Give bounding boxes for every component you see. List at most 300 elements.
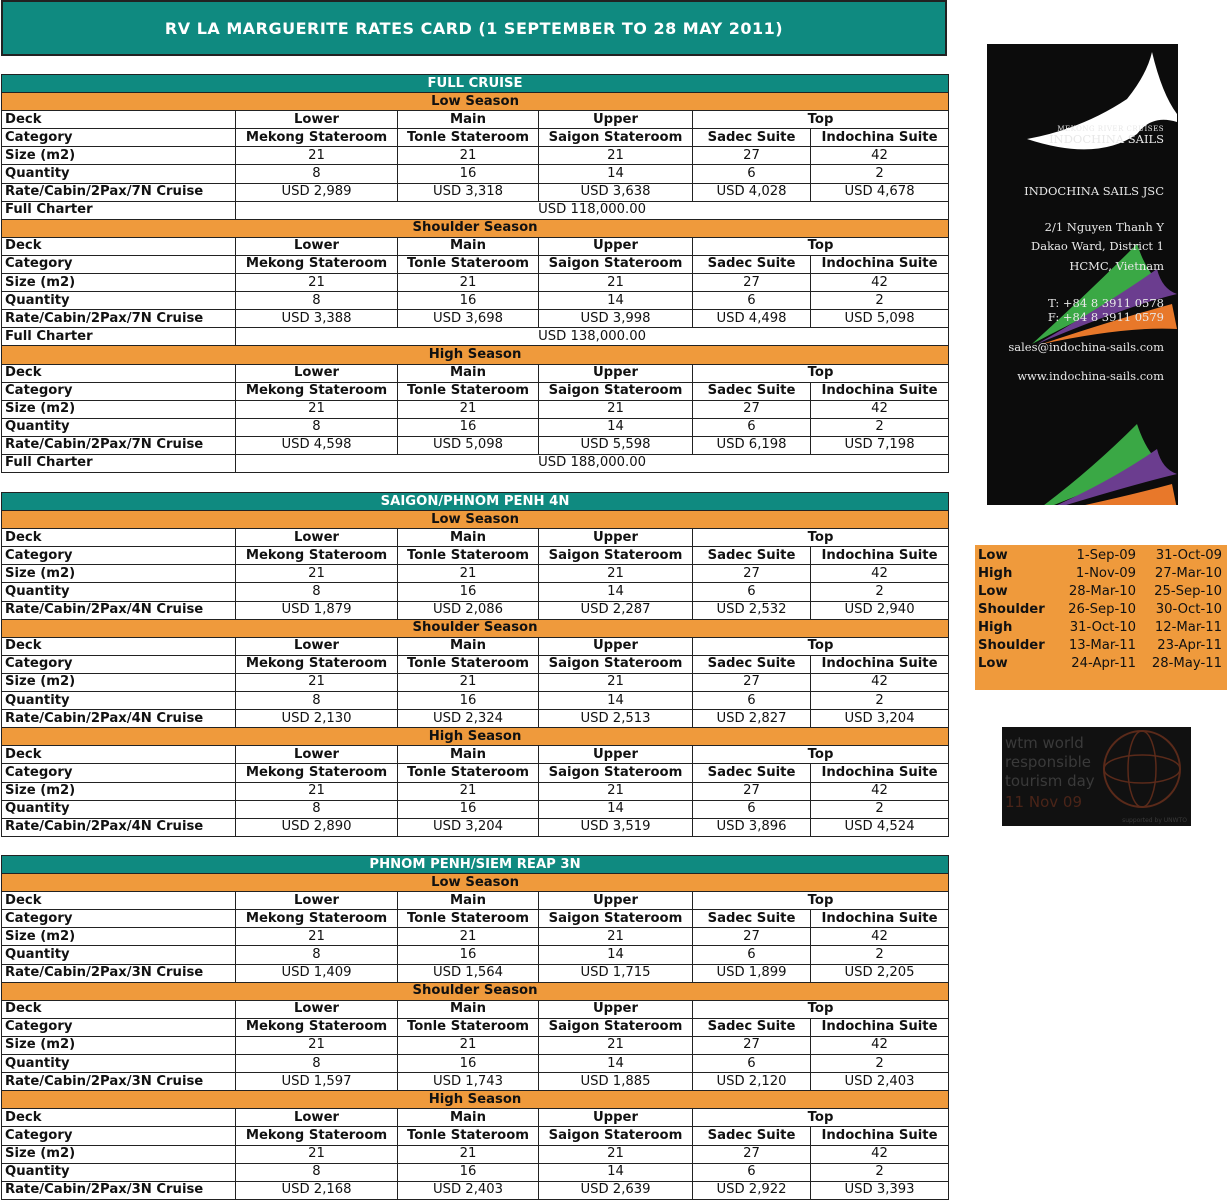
category-row (2, 382, 949, 400)
full-charter-value: USD 118,000.00 (236, 201, 949, 219)
category-cell: Sadec Suite (693, 1127, 811, 1145)
deck-main: Main (398, 892, 539, 910)
rate-cell: USD 3,638 (539, 183, 693, 201)
deck-upper: Upper (539, 529, 693, 547)
deck-lower: Lower (236, 111, 398, 129)
rate-row (2, 436, 949, 454)
rate-cell: USD 1,409 (236, 964, 398, 982)
category-cell: Indochina Suite (811, 1018, 949, 1036)
row-label-category: Category (2, 1018, 236, 1036)
wtm-responsible-tourism-badge (1002, 727, 1191, 826)
row-label-size: Size (m2) (2, 782, 236, 800)
quantity-cell: 14 (539, 1163, 693, 1181)
quantity-cell: 14 (539, 292, 693, 310)
category-row (2, 1018, 949, 1036)
size-row (2, 565, 949, 583)
deck-row (2, 637, 949, 655)
rate-cell: USD 2,940 (811, 601, 949, 619)
deck-top: Top (693, 637, 949, 655)
rate-section-table (1, 855, 949, 1200)
rate-cell: USD 4,498 (693, 310, 811, 328)
rate-row (2, 601, 949, 619)
row-label-category: Category (2, 547, 236, 565)
category-cell: Saigon Stateroom (539, 547, 693, 565)
season-date-from: 1-Sep-09 (1076, 548, 1136, 563)
row-label-size: Size (m2) (2, 1036, 236, 1054)
season-date-to: 28-May-11 (1151, 656, 1222, 671)
row-label-deck: Deck (2, 892, 236, 910)
season-header-row (2, 93, 949, 111)
quantity-row (2, 1055, 949, 1073)
size-row (2, 147, 949, 165)
size-cell: 21 (398, 274, 539, 292)
quantity-cell: 16 (398, 292, 539, 310)
size-row (2, 274, 949, 292)
category-cell: Sadec Suite (693, 382, 811, 400)
category-cell: Mekong Stateroom (236, 1127, 398, 1145)
season-name: Low Season (2, 93, 949, 111)
row-label-quantity: Quantity (2, 292, 236, 310)
quantity-cell: 6 (693, 418, 811, 436)
size-cell: 42 (811, 782, 949, 800)
quantity-cell: 2 (811, 946, 949, 964)
deck-row (2, 1000, 949, 1018)
rate-row (2, 310, 949, 328)
size-cell: 21 (236, 400, 398, 418)
season-header-row (2, 728, 949, 746)
size-cell: 27 (693, 782, 811, 800)
size-cell: 21 (236, 274, 398, 292)
section-title-row (2, 75, 949, 93)
category-cell: Tonle Stateroom (398, 1018, 539, 1036)
quantity-row (2, 165, 949, 183)
quantity-cell: 2 (811, 583, 949, 601)
row-label-quantity: Quantity (2, 946, 236, 964)
category-cell: Mekong Stateroom (236, 255, 398, 273)
quantity-cell: 8 (236, 292, 398, 310)
row-label-deck: Deck (2, 529, 236, 547)
quantity-cell: 6 (693, 692, 811, 710)
quantity-cell: 6 (693, 946, 811, 964)
deck-top: Top (693, 111, 949, 129)
season-date-from: 28-Mar-10 (1068, 584, 1136, 599)
season-name: High Season (2, 1091, 949, 1109)
size-row (2, 782, 949, 800)
category-row (2, 764, 949, 782)
badge-line-1: wtm world (1005, 734, 1084, 752)
row-label-deck: Deck (2, 746, 236, 764)
row-label-category: Category (2, 255, 236, 273)
season-date-to: 31-Oct-09 (1155, 548, 1222, 563)
row-label-size: Size (m2) (2, 147, 236, 165)
season-date-season: Low (978, 584, 1008, 599)
row-label-full-charter: Full Charter (2, 454, 236, 472)
category-cell: Sadec Suite (693, 129, 811, 147)
row-label-rate: Rate/Cabin/2Pax/4N Cruise (2, 601, 236, 619)
rate-cell: USD 3,998 (539, 310, 693, 328)
size-cell: 21 (398, 400, 539, 418)
rate-cell: USD 2,922 (693, 1181, 811, 1199)
quantity-cell: 6 (693, 800, 811, 818)
size-cell: 21 (398, 782, 539, 800)
size-cell: 42 (811, 147, 949, 165)
deck-main: Main (398, 637, 539, 655)
category-cell: Sadec Suite (693, 655, 811, 673)
row-label-deck: Deck (2, 1109, 236, 1127)
category-cell: Saigon Stateroom (539, 255, 693, 273)
deck-top: Top (693, 529, 949, 547)
category-cell: Indochina Suite (811, 910, 949, 928)
rate-cell: USD 7,198 (811, 436, 949, 454)
season-header-row (2, 1091, 949, 1109)
season-date-season: Shoulder (978, 638, 1045, 653)
size-row (2, 400, 949, 418)
category-cell: Indochina Suite (811, 129, 949, 147)
category-cell: Mekong Stateroom (236, 910, 398, 928)
rate-cell: USD 2,513 (539, 710, 693, 728)
deck-upper: Upper (539, 637, 693, 655)
deck-upper: Upper (539, 746, 693, 764)
season-date-from: 24-Apr-11 (1071, 656, 1136, 671)
row-label-quantity: Quantity (2, 800, 236, 818)
quantity-cell: 8 (236, 946, 398, 964)
size-cell: 42 (811, 400, 949, 418)
quantity-cell: 16 (398, 583, 539, 601)
quantity-row (2, 800, 949, 818)
row-label-quantity: Quantity (2, 692, 236, 710)
row-label-deck: Deck (2, 111, 236, 129)
quantity-cell: 2 (811, 692, 949, 710)
brochure-website: www.indochina-sails.com (1017, 369, 1164, 383)
quantity-cell: 2 (811, 165, 949, 183)
row-label-rate: Rate/Cabin/2Pax/7N Cruise (2, 436, 236, 454)
rate-cell: USD 3,519 (539, 818, 693, 836)
category-row (2, 255, 949, 273)
rate-cell: USD 2,403 (811, 1073, 949, 1091)
size-row (2, 1036, 949, 1054)
section-title: FULL CRUISE (2, 75, 949, 93)
season-header-row (2, 874, 949, 892)
season-name: Low Season (2, 511, 949, 529)
rate-cell: USD 1,743 (398, 1073, 539, 1091)
deck-main: Main (398, 364, 539, 382)
size-cell: 21 (539, 1145, 693, 1163)
category-cell: Saigon Stateroom (539, 1018, 693, 1036)
rate-cell: USD 3,896 (693, 818, 811, 836)
deck-lower: Lower (236, 364, 398, 382)
section-title: PHNOM PENH/SIEM REAP 3N (2, 856, 949, 874)
rate-cell: USD 2,168 (236, 1181, 398, 1199)
row-label-rate: Rate/Cabin/2Pax/7N Cruise (2, 310, 236, 328)
brochure-email: sales@indochina-sails.com (1008, 340, 1164, 354)
row-label-quantity: Quantity (2, 418, 236, 436)
row-label-deck: Deck (2, 1000, 236, 1018)
quantity-cell: 6 (693, 292, 811, 310)
rate-cell: USD 3,393 (811, 1181, 949, 1199)
deck-main: Main (398, 1109, 539, 1127)
size-cell: 27 (693, 274, 811, 292)
quantity-cell: 6 (693, 1163, 811, 1181)
size-cell: 42 (811, 673, 949, 691)
rate-cell: USD 2,532 (693, 601, 811, 619)
size-cell: 21 (398, 928, 539, 946)
size-cell: 27 (693, 1145, 811, 1163)
deck-lower: Lower (236, 746, 398, 764)
season-date-from: 1-Nov-09 (1075, 566, 1136, 581)
indochina-sails-brochure (987, 44, 1178, 505)
size-cell: 21 (539, 400, 693, 418)
rate-cell: USD 2,120 (693, 1073, 811, 1091)
rate-cell: USD 3,318 (398, 183, 539, 201)
rate-cell: USD 4,524 (811, 818, 949, 836)
quantity-cell: 2 (811, 800, 949, 818)
size-cell: 42 (811, 565, 949, 583)
size-cell: 27 (693, 673, 811, 691)
season-date-row (978, 547, 1224, 565)
rate-cell: USD 2,890 (236, 818, 398, 836)
season-header-row (2, 346, 949, 364)
rate-row (2, 1073, 949, 1091)
quantity-cell: 2 (811, 418, 949, 436)
rate-cell: USD 2,287 (539, 601, 693, 619)
season-name: High Season (2, 728, 949, 746)
category-cell: Tonle Stateroom (398, 655, 539, 673)
category-row (2, 910, 949, 928)
category-cell: Tonle Stateroom (398, 910, 539, 928)
rate-cell: USD 5,098 (398, 436, 539, 454)
row-label-quantity: Quantity (2, 165, 236, 183)
size-cell: 21 (236, 782, 398, 800)
deck-upper: Upper (539, 892, 693, 910)
size-cell: 42 (811, 928, 949, 946)
quantity-cell: 14 (539, 800, 693, 818)
rate-row (2, 1181, 949, 1199)
deck-upper: Upper (539, 237, 693, 255)
rate-row (2, 818, 949, 836)
deck-row (2, 892, 949, 910)
size-cell: 21 (539, 147, 693, 165)
category-cell: Sadec Suite (693, 764, 811, 782)
category-cell: Mekong Stateroom (236, 764, 398, 782)
season-date-row (978, 565, 1224, 583)
row-label-quantity: Quantity (2, 1055, 236, 1073)
size-row (2, 928, 949, 946)
quantity-row (2, 1163, 949, 1181)
full-charter-row (2, 454, 949, 472)
quantity-cell: 8 (236, 1163, 398, 1181)
category-cell: Tonle Stateroom (398, 255, 539, 273)
quantity-cell: 8 (236, 800, 398, 818)
rate-cell: USD 1,885 (539, 1073, 693, 1091)
category-cell: Mekong Stateroom (236, 1018, 398, 1036)
quantity-cell: 14 (539, 1055, 693, 1073)
deck-upper: Upper (539, 1000, 693, 1018)
quantity-cell: 14 (539, 692, 693, 710)
category-cell: Saigon Stateroom (539, 910, 693, 928)
row-label-category: Category (2, 764, 236, 782)
rate-section-table (1, 492, 949, 837)
season-header-row (2, 619, 949, 637)
rate-cell: USD 2,403 (398, 1181, 539, 1199)
deck-lower: Lower (236, 637, 398, 655)
rate-cell: USD 6,198 (693, 436, 811, 454)
rate-cell: USD 2,130 (236, 710, 398, 728)
row-label-category: Category (2, 382, 236, 400)
size-cell: 21 (539, 565, 693, 583)
rate-cell: USD 2,989 (236, 183, 398, 201)
rate-cell: USD 4,678 (811, 183, 949, 201)
size-cell: 21 (236, 147, 398, 165)
season-name: Shoulder Season (2, 619, 949, 637)
season-header-row (2, 219, 949, 237)
season-date-season: Low (978, 656, 1008, 671)
brochure-fax: F: +84 8 3911 0579 (1047, 310, 1164, 324)
quantity-cell: 14 (539, 165, 693, 183)
category-cell: Tonle Stateroom (398, 547, 539, 565)
season-date-season: High (978, 620, 1013, 635)
rate-cell: USD 5,598 (539, 436, 693, 454)
rate-cell: USD 3,388 (236, 310, 398, 328)
page-title: RV LA MARGUERITE RATES CARD (1 SEPTEMBER TO 28 MAY 2011) (1, 0, 947, 56)
size-row (2, 673, 949, 691)
season-date-row (978, 655, 1224, 673)
rate-cell: USD 3,204 (811, 710, 949, 728)
quantity-cell: 16 (398, 692, 539, 710)
category-cell: Tonle Stateroom (398, 129, 539, 147)
category-cell: Tonle Stateroom (398, 1127, 539, 1145)
category-cell: Tonle Stateroom (398, 382, 539, 400)
rate-cell: USD 4,598 (236, 436, 398, 454)
rate-cell: USD 2,324 (398, 710, 539, 728)
deck-top: Top (693, 1000, 949, 1018)
row-label-full-charter: Full Charter (2, 328, 236, 346)
deck-upper: Upper (539, 111, 693, 129)
row-label-size: Size (m2) (2, 928, 236, 946)
quantity-row (2, 946, 949, 964)
deck-top: Top (693, 237, 949, 255)
row-label-rate: Rate/Cabin/2Pax/3N Cruise (2, 1073, 236, 1091)
row-label-deck: Deck (2, 637, 236, 655)
size-cell: 21 (539, 1036, 693, 1054)
category-cell: Saigon Stateroom (539, 129, 693, 147)
category-row (2, 547, 949, 565)
category-cell: Sadec Suite (693, 910, 811, 928)
row-label-rate: Rate/Cabin/2Pax/3N Cruise (2, 1181, 236, 1199)
deck-row (2, 111, 949, 129)
quantity-cell: 2 (811, 1055, 949, 1073)
rate-cell: USD 1,597 (236, 1073, 398, 1091)
rate-cell: USD 1,879 (236, 601, 398, 619)
season-dates-table (975, 545, 1227, 690)
quantity-cell: 16 (398, 1163, 539, 1181)
row-label-size: Size (m2) (2, 1145, 236, 1163)
quantity-cell: 6 (693, 165, 811, 183)
rate-cell: USD 3,204 (398, 818, 539, 836)
rate-cell: USD 1,715 (539, 964, 693, 982)
rate-cell: USD 1,899 (693, 964, 811, 982)
size-cell: 27 (693, 147, 811, 165)
quantity-cell: 16 (398, 165, 539, 183)
deck-lower: Lower (236, 529, 398, 547)
size-cell: 42 (811, 1036, 949, 1054)
quantity-cell: 14 (539, 946, 693, 964)
deck-top: Top (693, 746, 949, 764)
row-label-quantity: Quantity (2, 1163, 236, 1181)
season-date-row (978, 619, 1224, 637)
season-date-to: 25-Sep-10 (1154, 584, 1222, 599)
size-cell: 21 (236, 1145, 398, 1163)
season-name: Shoulder Season (2, 219, 949, 237)
row-label-deck: Deck (2, 237, 236, 255)
quantity-row (2, 292, 949, 310)
rate-cell: USD 1,564 (398, 964, 539, 982)
row-label-rate: Rate/Cabin/2Pax/7N Cruise (2, 183, 236, 201)
category-cell: Saigon Stateroom (539, 382, 693, 400)
full-charter-value: USD 138,000.00 (236, 328, 949, 346)
section-title-row (2, 856, 949, 874)
deck-lower: Lower (236, 1109, 398, 1127)
category-cell: Tonle Stateroom (398, 764, 539, 782)
row-label-category: Category (2, 910, 236, 928)
category-cell: Indochina Suite (811, 547, 949, 565)
full-charter-value: USD 188,000.00 (236, 454, 949, 472)
badge-line-4: 11 Nov 09 (1005, 793, 1082, 811)
size-cell: 21 (539, 673, 693, 691)
season-date-to: 23-Apr-11 (1157, 638, 1222, 653)
season-date-from: 31-Oct-10 (1069, 620, 1136, 635)
deck-main: Main (398, 529, 539, 547)
quantity-row (2, 692, 949, 710)
rate-cell: USD 2,205 (811, 964, 949, 982)
category-cell: Indochina Suite (811, 1127, 949, 1145)
rate-cell: USD 2,639 (539, 1181, 693, 1199)
category-row (2, 1127, 949, 1145)
rate-row (2, 710, 949, 728)
deck-top: Top (693, 364, 949, 382)
category-cell: Sadec Suite (693, 255, 811, 273)
category-cell: Indochina Suite (811, 764, 949, 782)
size-cell: 21 (539, 928, 693, 946)
deck-top: Top (693, 892, 949, 910)
size-cell: 21 (398, 1036, 539, 1054)
size-cell: 21 (539, 274, 693, 292)
sail-logo-graphic (987, 44, 1178, 505)
row-label-size: Size (m2) (2, 274, 236, 292)
deck-main: Main (398, 1000, 539, 1018)
size-cell: 21 (539, 782, 693, 800)
rate-cell: USD 2,827 (693, 710, 811, 728)
size-cell: 21 (236, 1036, 398, 1054)
quantity-cell: 6 (693, 583, 811, 601)
size-cell: 21 (236, 928, 398, 946)
quantity-cell: 14 (539, 418, 693, 436)
quantity-cell: 14 (539, 583, 693, 601)
category-cell: Saigon Stateroom (539, 764, 693, 782)
size-cell: 21 (398, 1145, 539, 1163)
quantity-cell: 16 (398, 1055, 539, 1073)
season-name: Low Season (2, 874, 949, 892)
quantity-row (2, 418, 949, 436)
quantity-cell: 8 (236, 1055, 398, 1073)
size-cell: 42 (811, 274, 949, 292)
season-date-row (978, 583, 1224, 601)
quantity-cell: 6 (693, 1055, 811, 1073)
row-label-category: Category (2, 1127, 236, 1145)
quantity-cell: 16 (398, 418, 539, 436)
row-label-rate: Rate/Cabin/2Pax/4N Cruise (2, 818, 236, 836)
badge-line-3: tourism day (1005, 772, 1095, 790)
deck-main: Main (398, 111, 539, 129)
